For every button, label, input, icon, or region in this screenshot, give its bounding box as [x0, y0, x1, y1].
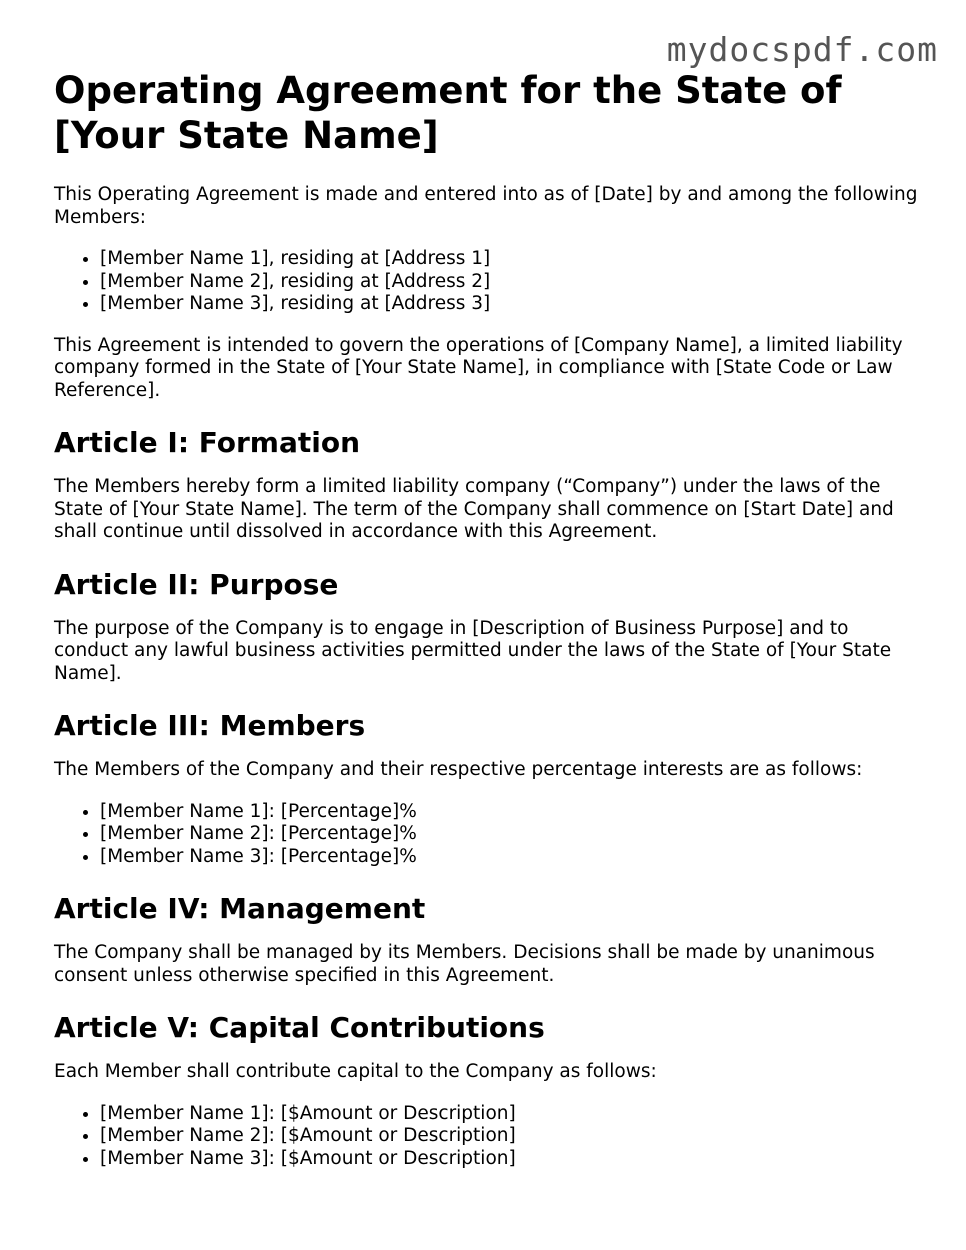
list-item: • [Member Name 3]: [$Amount or Description] [100, 1148, 924, 1171]
list-item: • [Member Name 3]: [Percentage]% [100, 846, 924, 869]
article-heading: Article V: Capital Contributions [54, 1011, 545, 1044]
article-heading: Article III: Members [54, 709, 366, 742]
article-members [54, 709, 924, 868]
article-capital-contributions [54, 1011, 924, 1170]
article-purpose [54, 568, 924, 686]
intro-paragraph-2: This Agreement is intended to govern the operations of [Company Name], a limited liability company formed in the State of [Your State Name], in compliance with [State Code or Law Reference]. [54, 334, 903, 401]
article-text: The purpose of the Company is to engage in [Description of Business Purpose] and to conduct any lawful business activities permitted under the laws of the State of [Your State Name]. [54, 617, 892, 684]
article-formation [54, 426, 924, 544]
article-text: The Company shall be managed by its Members. Decisions shall be made by unanimous consent unless otherwise specified in this Agreement. [54, 942, 875, 986]
article-text: The Members of the Company and their respective percentage interests are as follows: [54, 759, 863, 780]
members-list [54, 248, 924, 316]
contributions-list [54, 1103, 924, 1171]
document-title: Operating Agreement for the State of [Your State Name] [54, 69, 842, 157]
percentage-list [54, 801, 924, 869]
article-heading: Article IV: Management [54, 892, 426, 925]
article-text: Each Member shall contribute capital to the Company as follows: [54, 1061, 657, 1082]
list-item: • [Member Name 2], residing at [Address 2] [100, 271, 924, 294]
article-heading: Article I: Formation [54, 426, 361, 459]
article-management [54, 892, 924, 987]
list-item: • [Member Name 1]: [Percentage]% [100, 801, 924, 824]
article-text: The Members hereby form a limited liability company (“Company”) under the laws of the State of [Your State Name]. The term of the Company shall commence on [Start Date] and shall continue until dissolved in accordance with this Agreement. [54, 476, 894, 542]
watermark: mydocspdf.com [666, 30, 938, 69]
list-item: • [Member Name 2]: [Percentage]% [100, 823, 924, 846]
list-item: • [Member Name 1]: [$Amount or Description] [100, 1103, 924, 1126]
intro-paragraph: This Operating Agreement is made and entered into as of [Date] by and among the following Members: [54, 184, 918, 228]
article-heading: Article II: Purpose [54, 567, 339, 601]
list-item: • [Member Name 3], residing at [Address 3] [100, 293, 924, 316]
list-item: • [Member Name 2]: [$Amount or Description] [100, 1125, 924, 1148]
document-page [54, 68, 924, 1189]
list-item: • [Member Name 1], residing at [Address 1] [100, 248, 924, 271]
